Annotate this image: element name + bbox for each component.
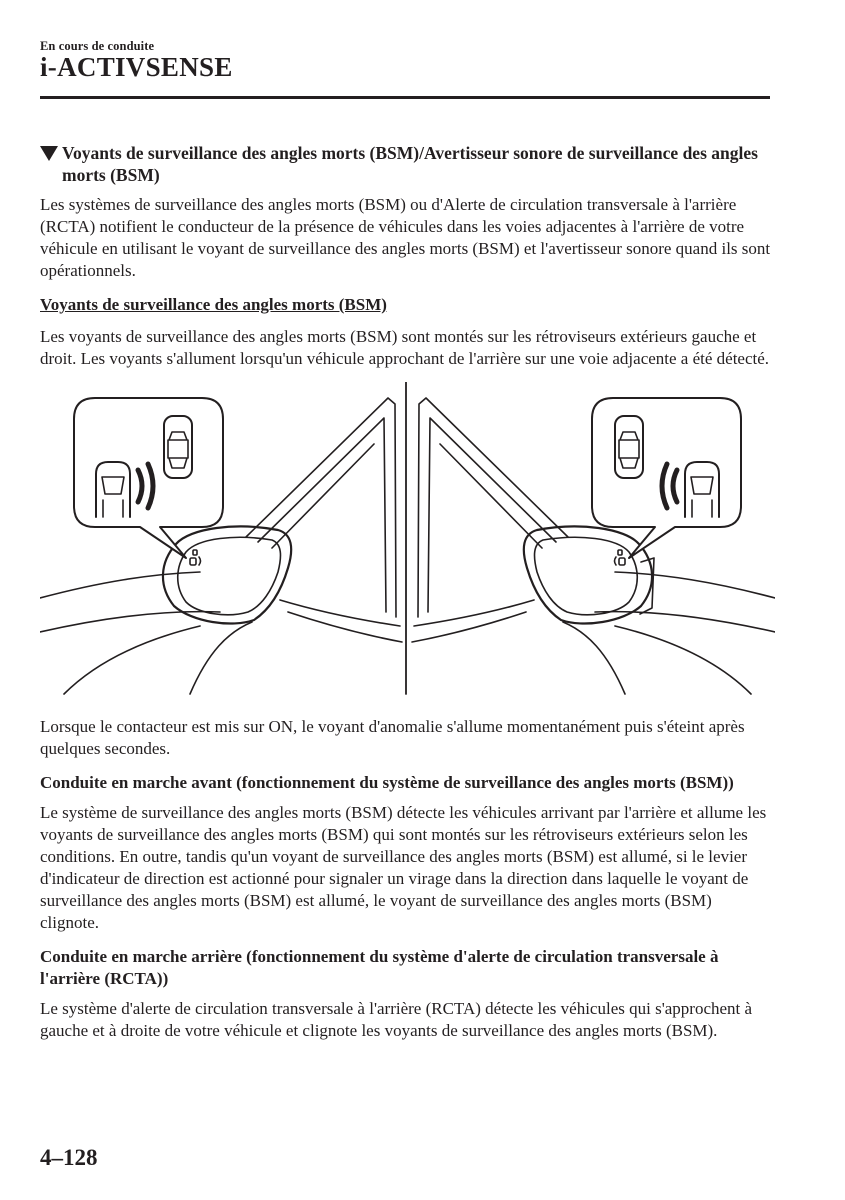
- intro-paragraph: Les systèmes de surveillance des angles morts (BSM) ou d'Alerte de circulation transversale à l'arrière (RCTA) notifient le conducteur de la présence de véhicules dans les voies adjacentes à l'arrière de votre véhicule en utilisant le voyant de surveillance des angles morts (BSM) et l'avertisseur sonore quand ils sont opérationnels.: [40, 195, 771, 280]
- startup-paragraph: Lorsque le contacteur est mis sur ON, le voyant d'anomalie s'allume momentanément puis s'éteint après quelques secondes.: [40, 717, 745, 758]
- reverse-heading: Conduite en marche arrière (fonctionnement du système d'alerte de circulation transversale à l'arrière (RCTA)): [40, 947, 719, 988]
- mirror-illustration: [40, 382, 775, 702]
- page-number: 4–128: [40, 1145, 98, 1170]
- forward-heading: Conduite en marche avant (fonctionnement du système de surveillance des angles morts (BSM)): [40, 773, 734, 792]
- section-heading-text: Voyants de surveillance des angles morts (BSM)/Avertisseur sonore de surveillance des angles morts (BSM): [62, 143, 758, 185]
- page-title: i-ACTIVSENSE: [40, 52, 233, 82]
- indicator-paragraph: Les voyants de surveillance des angles morts (BSM) sont montés sur les rétroviseurs extérieurs gauche et droit. Les voyants s'allument lorsqu'un véhicule approchant de l'arrière sur une voie adjacente a été détecté.: [40, 327, 770, 368]
- main-content: [40, 142, 775, 1054]
- mirror-diagram: [40, 382, 775, 702]
- reverse-paragraph: Le système d'alerte de circulation transversale à l'arrière (RCTA) détecte les véhicules qui s'approchent à gauche et à droite de votre véhicule et clignote les voyants de surveillance des angles morts (BSM).: [40, 999, 753, 1040]
- section-heading: [40, 142, 775, 186]
- triangle-bullet-icon: [40, 146, 58, 161]
- forward-paragraph: Le système de surveillance des angles morts (BSM) détecte les véhicules arrivant par l'arrière et allume les voyants de surveillance des angles morts (BSM) qui sont montés sur les rétroviseurs extérieurs selon les conditions. En outre, tandis qu'un voyant de surveillance des angles morts (BSM) est allumé, si le levier d'indicateur de direction est actionné pour signaler un virage dans la direction dans laquelle le voyant de surveillance des angles morts (BSM) est allumé, le voyant de surveillance des angles morts (BSM) clignote.: [40, 803, 767, 932]
- subsection-heading: Voyants de surveillance des angles morts (BSM): [40, 295, 387, 314]
- header-divider: [40, 96, 770, 99]
- section-label: En cours de conduite: [40, 39, 155, 53]
